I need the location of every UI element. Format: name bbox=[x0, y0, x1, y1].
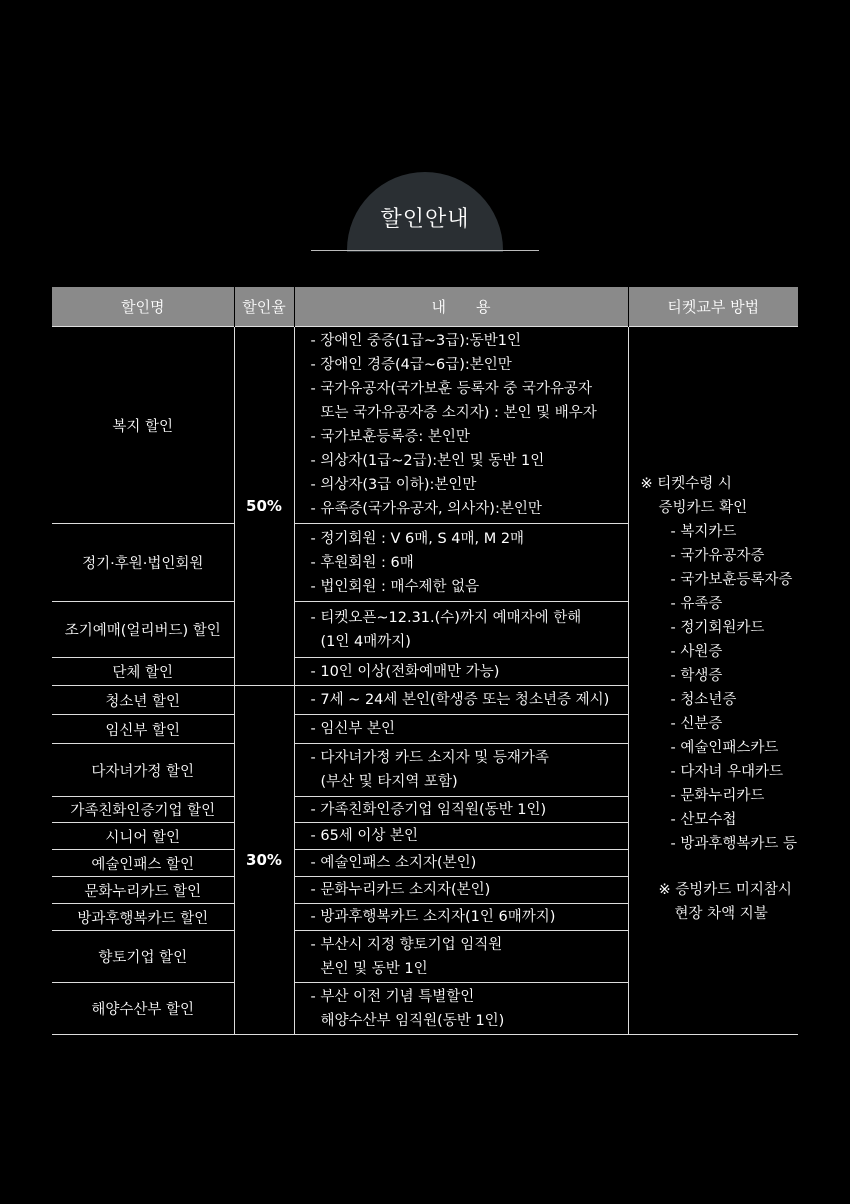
content-line: - 가족친화인증기업 임직원(동반 1인) bbox=[310, 801, 547, 818]
row-name: 방과후행복카드 할인 bbox=[52, 904, 234, 931]
header-content: 내 용 bbox=[294, 287, 628, 327]
method-note-sub: 증빙카드 확인 bbox=[658, 500, 748, 516]
method-item: - 학생증 bbox=[670, 668, 723, 684]
content-line: - 10인 이상(전화예매만 가능) bbox=[310, 663, 500, 680]
content-line: - 7세 ~ 24세 본인(학생증 또는 청소년증 제시) bbox=[310, 692, 610, 708]
row-name: 복지 할인 bbox=[52, 327, 234, 524]
row-content bbox=[294, 877, 628, 904]
rate-30: 30% bbox=[234, 686, 294, 1035]
table-header-row bbox=[52, 287, 798, 327]
content-line: (1인 4매까지) bbox=[320, 633, 411, 650]
content-line: (부산 및 타지역 포함) bbox=[320, 774, 458, 790]
method-item: - 국가유공자증 bbox=[670, 548, 765, 564]
row-name: 임신부 할인 bbox=[52, 715, 234, 744]
method-item: - 청소년증 bbox=[670, 692, 737, 708]
header-rate: 할인율 bbox=[234, 287, 294, 327]
content-line: - 티켓오픈~12.31.(수)까지 예매자에 한해 bbox=[310, 609, 582, 626]
rate-50: 50% bbox=[234, 327, 294, 686]
content-line: 해양수산부 임직원(동반 1인) bbox=[320, 1012, 505, 1029]
method-item: - 복지카드 bbox=[670, 524, 737, 540]
method-note: ※ 티켓수령 시 bbox=[640, 476, 732, 492]
table-row bbox=[52, 327, 798, 524]
row-name: 가족친화인증기업 할인 bbox=[52, 797, 234, 823]
ticket-method bbox=[628, 327, 798, 1035]
row-content bbox=[294, 850, 628, 877]
method-item: - 다자녀 우대카드 bbox=[670, 764, 783, 780]
header-method: 티켓교부 방법 bbox=[628, 287, 798, 327]
row-name: 시니어 할인 bbox=[52, 823, 234, 850]
content-line: - 후원회원 : 6매 bbox=[310, 554, 414, 571]
discount-table bbox=[52, 287, 798, 1035]
row-content bbox=[294, 524, 628, 602]
content-line: - 임신부 본인 bbox=[310, 721, 395, 737]
row-content bbox=[294, 658, 628, 686]
row-content bbox=[294, 931, 628, 983]
content-line: 본인 및 동반 1인 bbox=[320, 960, 428, 977]
content-line: - 예술인패스 소지자(본인) bbox=[310, 855, 477, 871]
content-line: 또는 국가유공자증 소지자) : 본인 및 배우자 bbox=[320, 405, 597, 421]
title-area bbox=[311, 172, 539, 252]
content-line: - 유족증(국가유공자, 의사자):본인만 bbox=[310, 501, 542, 517]
content-line: - 법인회원 : 매수제한 없음 bbox=[310, 578, 480, 595]
row-name: 청소년 할인 bbox=[52, 686, 234, 715]
method-item: - 사원증 bbox=[670, 644, 723, 660]
row-content bbox=[294, 686, 628, 715]
method-item: - 예술인패스카드 bbox=[670, 740, 779, 756]
content-line: - 방과후행복카드 소지자(1인 6매까지) bbox=[310, 909, 556, 925]
method-item: - 국가보훈등록자증 bbox=[670, 572, 793, 588]
content-line: - 부산 이전 기념 특별할인 bbox=[310, 988, 475, 1005]
row-name: 정기·후원·법인회원 bbox=[52, 524, 234, 602]
method-item: - 신분증 bbox=[670, 716, 723, 732]
content-line: - 장애인 중증(1급~3급):동반1인 bbox=[310, 333, 522, 349]
content-line: - 의상자(3급 이하):본인만 bbox=[310, 477, 477, 493]
row-content bbox=[294, 327, 628, 524]
method-item: - 유족증 bbox=[670, 596, 723, 612]
content-line: - 65세 이상 본인 bbox=[310, 828, 419, 844]
row-name: 단체 할인 bbox=[52, 658, 234, 686]
title-underline bbox=[311, 250, 539, 251]
spacer bbox=[641, 856, 799, 878]
row-content bbox=[294, 983, 628, 1035]
row-content bbox=[294, 744, 628, 797]
row-name: 조기예매(얼리버드) 할인 bbox=[52, 602, 234, 658]
row-content bbox=[294, 904, 628, 931]
row-name: 향토기업 할인 bbox=[52, 931, 234, 983]
content-line: - 국가보훈등록증: 본인만 bbox=[310, 429, 470, 445]
row-content bbox=[294, 715, 628, 744]
content-line: - 의상자(1급~2급):본인 및 동반 1인 bbox=[310, 453, 545, 469]
content-line: - 부산시 지정 향토기업 임직원 bbox=[310, 936, 503, 953]
content-line: - 국가유공자(국가보훈 등록자 중 국가유공자 bbox=[310, 381, 592, 397]
row-content bbox=[294, 602, 628, 658]
content-line: - 장애인 경증(4급~6급):본인만 bbox=[310, 357, 512, 373]
method-item: - 방과후행복카드 등 bbox=[670, 836, 798, 852]
content-line: - 문화누리카드 소지자(본인) bbox=[310, 882, 491, 898]
method-item: - 정기회원카드 bbox=[670, 620, 765, 636]
content-line: - 다자녀가정 카드 소지자 및 등재가족 bbox=[310, 750, 549, 766]
method-note-sub: 현장 차액 지불 bbox=[674, 906, 768, 922]
method-note: ※ 증빙카드 미지참시 bbox=[658, 882, 792, 898]
page-title: 할인안내 bbox=[380, 207, 470, 232]
row-content bbox=[294, 797, 628, 823]
method-item: - 문화누리카드 bbox=[670, 788, 765, 804]
row-name: 예술인패스 할인 bbox=[52, 850, 234, 877]
row-name: 다자녀가정 할인 bbox=[52, 744, 234, 797]
row-content bbox=[294, 823, 628, 850]
header-name: 할인명 bbox=[52, 287, 234, 327]
method-item: - 산모수첩 bbox=[670, 812, 737, 828]
content-line: - 정기회원 : V 6매, S 4매, M 2매 bbox=[310, 530, 525, 547]
row-name: 문화누리카드 할인 bbox=[52, 877, 234, 904]
row-name: 해양수산부 할인 bbox=[52, 983, 234, 1035]
